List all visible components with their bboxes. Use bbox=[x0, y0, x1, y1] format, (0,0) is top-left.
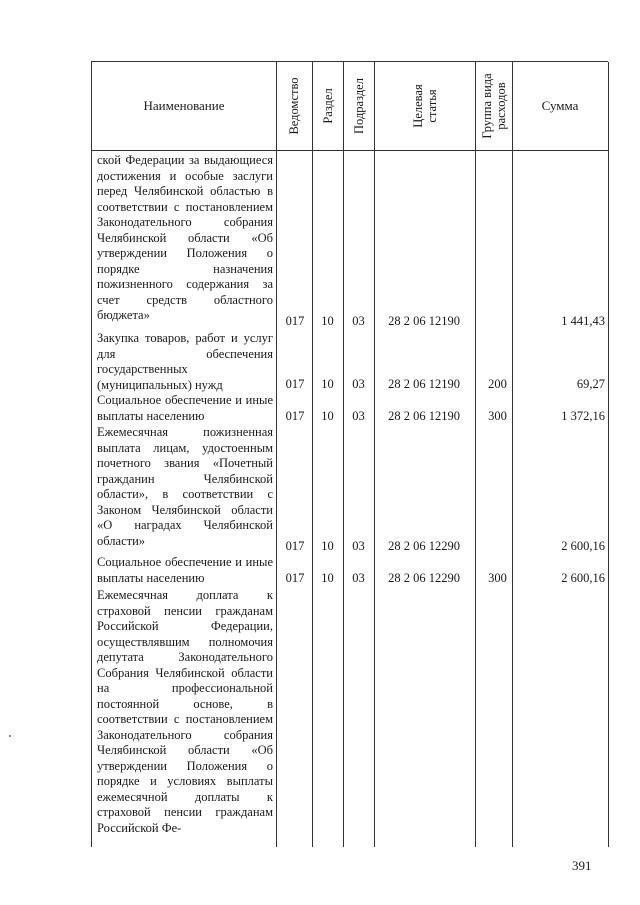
row-razdel: 10 bbox=[321, 571, 334, 585]
row-vedomstvo: 017 bbox=[285, 539, 305, 553]
row-name: ской Федерации за выдающиеся достижения и особые заслуги перед Челябинской областью в соответствии с постановлением Законодательного собрания Челябинской области «Об утверждении Положения о порядке назначения пожизненного содержания за счет средств областного бюджета» bbox=[97, 153, 273, 322]
row-gruppa: 300 bbox=[488, 571, 507, 585]
row-celevaya: 28 2 06 12290 bbox=[388, 539, 460, 553]
row-gruppa: 300 bbox=[488, 409, 507, 423]
header-podrazdel: Подраздел bbox=[351, 78, 366, 134]
row-vedomstvo: 017 bbox=[285, 314, 305, 328]
row-celevaya: 28 2 06 12190 bbox=[388, 409, 460, 423]
row-name: Социальное обеспечение и иные выплаты населению bbox=[97, 393, 273, 423]
header-celevaya-statya: Целевая статья bbox=[410, 84, 439, 128]
budget-table bbox=[91, 61, 608, 847]
row-razdel: 10 bbox=[321, 377, 334, 391]
header-gruppa-rashodov: Группа вида расходов bbox=[479, 73, 508, 139]
row-gruppa: 200 bbox=[488, 377, 507, 391]
header-name: Наименование bbox=[143, 98, 225, 113]
row-summa: 1 372,16 bbox=[561, 409, 605, 423]
row-name: Социальное обеспечение и иные выплаты населению bbox=[97, 555, 273, 585]
row-name: Ежемесячная доплата к страховой пенсии гражданам Российской Федерации, осуществлявшим полномочия депутата Законодательного Собрания Челябинской области на профессиональной постоянной основе, в соответствии с постановлением Законодательного собрания Челябинской области «Об утверждении Положения о порядке и условиях выплаты ежемесячной доплаты к страховой пенсии гражданам Российской Фе- bbox=[97, 588, 273, 835]
row-summa: 2 600,16 bbox=[561, 539, 605, 553]
header-vedomstvo: Ведомство bbox=[287, 77, 301, 135]
row-summa: 2 600,16 bbox=[561, 571, 605, 585]
row-vedomstvo: 017 bbox=[285, 571, 305, 585]
column-divider bbox=[475, 62, 476, 847]
header-summa: Сумма bbox=[541, 98, 579, 113]
row-podrazdel: 03 bbox=[352, 314, 365, 328]
row-celevaya: 28 2 06 12190 bbox=[388, 377, 460, 391]
row-name: Закупка товаров, работ и услуг для обеспечения государственных (муниципальных) нужд bbox=[97, 331, 273, 392]
row-name: Ежемесячная пожизненная выплата лицам, удостоенным почетного звания «Почетный гражданин Челябинской области», в соответствии с Законом Челябинской области «О наградах Челябинской области» bbox=[97, 425, 273, 548]
row-vedomstvo: 017 bbox=[285, 377, 305, 391]
column-divider bbox=[608, 62, 609, 847]
row-razdel: 10 bbox=[321, 409, 334, 423]
header-razdel: Раздел bbox=[320, 88, 335, 124]
row-summa: 1 441,43 bbox=[561, 314, 605, 328]
row-celevaya: 28 2 06 12190 bbox=[388, 314, 460, 328]
column-divider bbox=[312, 62, 313, 847]
row-summa: 69,27 bbox=[576, 377, 605, 391]
column-divider bbox=[374, 62, 375, 847]
scan-speck bbox=[9, 735, 11, 737]
row-razdel: 10 bbox=[321, 539, 334, 553]
row-razdel: 10 bbox=[321, 314, 334, 328]
header-divider bbox=[92, 150, 608, 151]
row-celevaya: 28 2 06 12290 bbox=[388, 571, 460, 585]
column-divider bbox=[343, 62, 344, 847]
column-divider bbox=[276, 62, 277, 847]
row-podrazdel: 03 bbox=[352, 377, 365, 391]
row-podrazdel: 03 bbox=[352, 539, 365, 553]
row-podrazdel: 03 bbox=[352, 571, 365, 585]
row-podrazdel: 03 bbox=[352, 409, 365, 423]
page-number: 391 bbox=[572, 858, 592, 873]
column-divider bbox=[512, 62, 513, 847]
row-vedomstvo: 017 bbox=[285, 409, 305, 423]
